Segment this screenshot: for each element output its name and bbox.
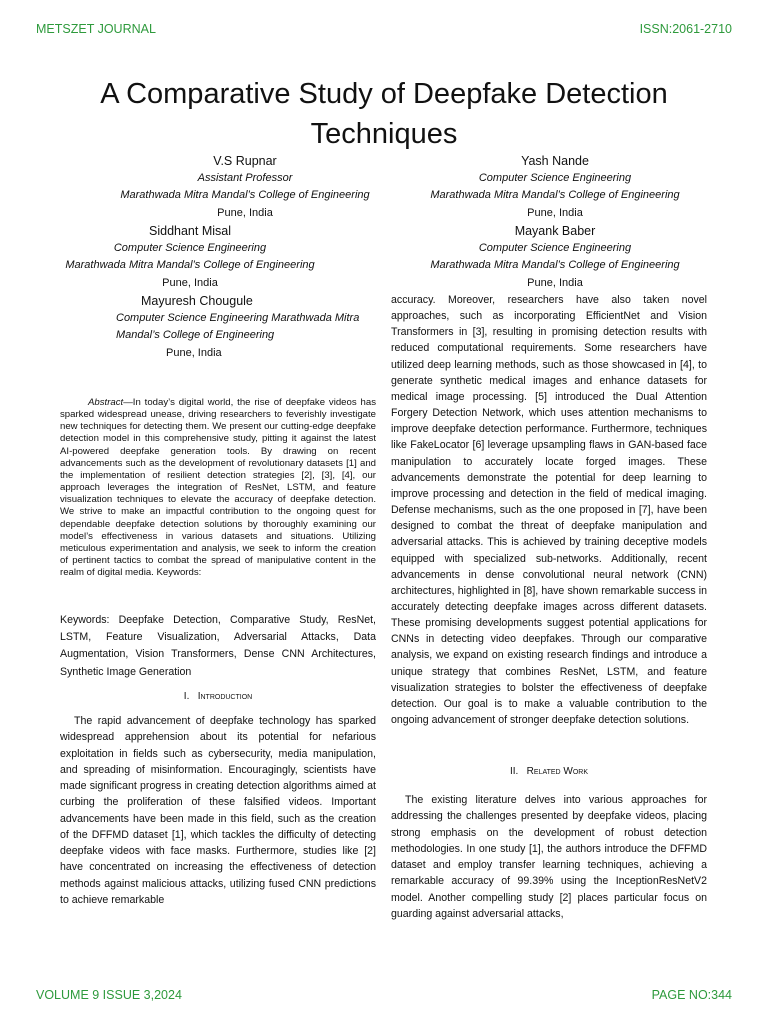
section-heading-related-work — [391, 766, 707, 777]
abstract-text: —In today’s digital world, the rise of deepfake videos has sparked widespread unease, driving researchers to feverishly investigate new techniques for detecting them. We present our cutting-edge deepfake detection model in this comprehensive study, pitting it against the latest AI-powered deepfake generation tools. By drawing on recent advancements such as the development of revolutionary datasets [1] and the implementation of resilient detection strategies [2], [3], [4], our approach leverages the integration of ResNet, LSTM, and feature visualization techniques to elevate the accuracy of deepfake detection. We strive to make an impactful contribution to the ongoing quest for dependable deepfake detection solutions by thoroughly examining our model’s effectiveness in various datasets and situations. Utilizing meticulous experimentation and analysis, we seek to inform the creation of pertinent tactics to combat the spread of manipulative content in the realm of digital media. Keywords: — [60, 397, 376, 579]
introduction-paragraph: The rapid advancement of deepfake technology has sparked widespread apprehension about its potential for nefarious exploitation in fields such as cybersecurity, media manipulation, and spreading of misinformation. Encouragingly, scientists have made significant progress in creating detection algorithms aimed at curbing the proliferation of these falsified videos. Important advancements have been made in this field, such as the creation of the DFFMD dataset [1], which tackles the difficulty of detecting deepfake videos with face masks. Furthermore, studies like [2] have concentrated on increasing the effectiveness of detection methods against malicious attacks, utilizing fused CNN predictions to achieve remarkable — [60, 715, 376, 906]
author-city: Pune, India — [217, 206, 273, 219]
author-block-4 — [410, 222, 700, 292]
issn: ISSN:2061-2710 — [639, 22, 732, 36]
author-block-3 — [45, 222, 335, 292]
keywords: Keywords: Deepfake Detection, Comparative Study, ResNet, LSTM, Feature Visualization, Adversarial Attacks, Data Augmentation, Vision Transformers, Dense CNN Architectures, Synthetic Image Generation — [60, 614, 376, 678]
author-name: Siddhant Misal — [149, 224, 231, 238]
section-title: Related Work — [526, 766, 588, 777]
author-name: V.S Rupnar — [213, 154, 277, 168]
volume-issue: VOLUME 9 ISSUE 3,2024 — [36, 988, 182, 1002]
author-name: Mayuresh Chougule — [141, 294, 253, 308]
author-city: Pune, India — [162, 276, 218, 289]
author-role: Computer Science Engineering — [113, 242, 267, 254]
section-number: II. — [509, 766, 519, 777]
abstract-label: Abstract — [88, 397, 124, 408]
abstract — [60, 397, 376, 579]
author-role: Computer Science Engineering — [478, 242, 632, 254]
author-block-2 — [410, 152, 700, 222]
page-number: PAGE NO:344 — [651, 988, 732, 1002]
paper-title: A Comparative Study of Deepfake Detection Techniques — [100, 78, 668, 150]
author-role-affiliation: Computer Science Engineering Marathwada Mitra Mandal’s College of Engineering — [116, 312, 360, 342]
author-block-1 — [100, 152, 390, 222]
right-column-paragraph: accuracy. Moreover, researchers have also taken novel approaches, such as incorporating EfficientNet and Vision Transformers in [3], resulting in promising detection results with reduced computational requirements. Some researchers have utilized deep learning methods, such as those showcased in [4], to generate synthetic medical images and enhance datasets for medical image processing. [5] introduced the Dual Attention Forgery Detection Network, which uses attention mechanisms to improve deepfake detection performance. Furthermore, techniques like FakeLocator [6] leverage upsampling flaws in GAN-based face manipulation to accurately locate forged images. These advancements demonstrate the potential for deep learning to improve processing and detection in the field of medical imaging. Defense mechanisms, such as the one proposed in [7], have been designed to combat the threat of deepfake manipulation and adversarial attacks. This is achieved by training deceptive models equipped with specialized sub-networks. Additionally, recent advancements in dense convolutional neural network (CNN) architectures, highlighted in [8], have shown remarkable success in accurately detecting deepfake images across different datasets. These promising developments suggest potential applications for CNNs in detecting video deepfakes. Through our comparative analysis, we expand on existing research findings and introduce a unique strategy that combines ResNet, LSTM, and feature visualization strategies to bolster the effectiveness of deepfake detection. Our goal is to make a valuable contribution to the ongoing advancement of stronger deepfake detection solutions. — [391, 294, 707, 727]
journal-name: METSZET JOURNAL — [36, 22, 156, 36]
author-affiliation: Marathwada Mitra Mandal’s College of Engineering — [65, 259, 315, 272]
section-heading-introduction — [60, 691, 376, 702]
related-work-paragraph: The existing literature delves into various approaches for addressing the challenges presented by deepfake videos, placing strong emphasis on the development of robust detection methodologies. In one study [1], the authors introduce the DFFMD dataset and employ transfer learning techniques, achieving a remarkable accuracy of 99.39% using the InceptionResNetV2 model. Another compelling study [2] places particular focus on guarding against adversarial attacks, — [391, 794, 707, 921]
author-affiliation: Marathwada Mitra Mandal’s College of Engineering — [430, 189, 680, 202]
author-block-5 — [116, 292, 378, 362]
author-city: Pune, India — [166, 346, 222, 359]
author-affiliation: Marathwada Mitra Mandal’s College of Engineering — [430, 259, 680, 272]
section-title: Introduction — [197, 691, 253, 702]
author-city: Pune, India — [527, 276, 583, 289]
author-affiliation: Marathwada Mitra Mandal’s College of Engineering — [120, 189, 370, 202]
author-role: Assistant Professor — [197, 172, 293, 184]
section-number: I. — [183, 691, 190, 702]
author-name: Yash Nande — [521, 154, 589, 168]
author-role: Computer Science Engineering — [478, 172, 632, 184]
author-name: Mayank Baber — [514, 224, 596, 238]
author-city: Pune, India — [527, 206, 583, 219]
